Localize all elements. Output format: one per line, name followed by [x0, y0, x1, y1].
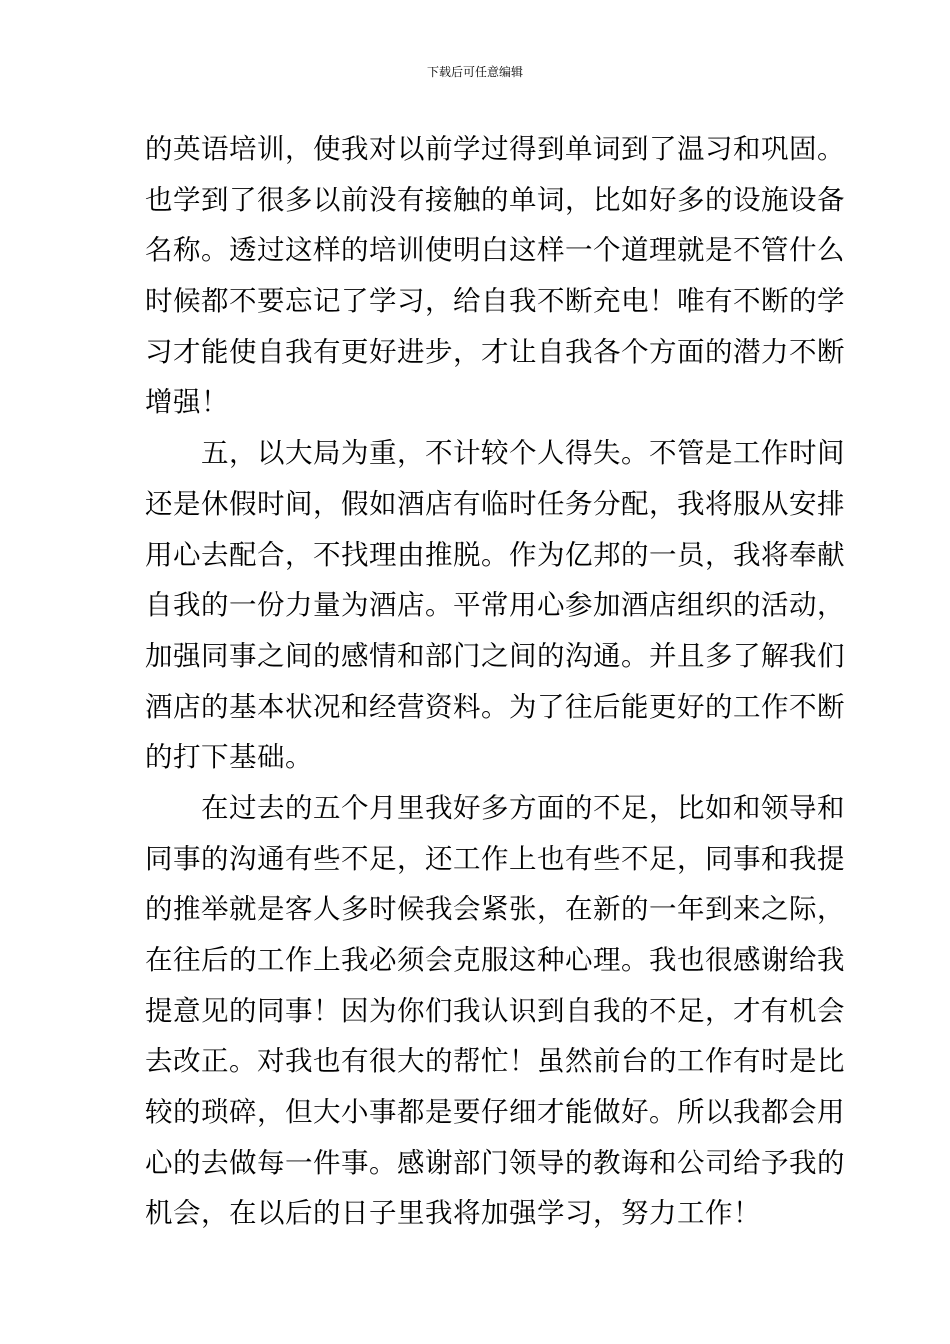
- text-line: 还是休假时间，假如酒店有临时任务分配，我将服从安排: [145, 487, 845, 520]
- text-line: 加强同事之间的感情和部门之间的沟通。并且多了解我们: [145, 639, 845, 672]
- text-line: 也学到了很多以前没有接触的单词，比如好多的设施设备: [145, 183, 845, 216]
- text-line: 提意见的同事！因为你们我认识到自我的不足，才有机会: [145, 994, 845, 1027]
- text-line: 用心去配合，不找理由推脱。作为亿邦的一员，我将奉献: [145, 538, 845, 571]
- text-line: 时候都不要忘记了学习，给自我不断充电！唯有不断的学: [145, 285, 845, 318]
- text-line: 的推举就是客人多时候我会紧张，在新的一年到来之际，: [145, 893, 845, 926]
- text-line: 名称。透过这样的培训使明白这样一个道理就是不管什么: [145, 234, 845, 267]
- text-line: 的英语培训，使我对以前学过得到单词到了温习和巩固。: [145, 133, 845, 165]
- text-line: 去改正。对我也有很大的帮忙！虽然前台的工作有时是比: [145, 1045, 845, 1078]
- text-line: 在往后的工作上我必须会克服这种心理。我也很感谢给我: [145, 944, 845, 976]
- page-header: 下载后可任意编辑: [426, 65, 523, 79]
- text-line: 酒店的基本状况和经营资料。为了往后能更好的工作不断: [145, 690, 845, 723]
- paragraph-first-line: 五，以大局为重，不计较个人得失。不管是工作时间: [201, 437, 845, 470]
- text-line: 同事的沟通有些不足，还工作上也有些不足，同事和我提: [145, 842, 845, 875]
- text-line: 的打下基础。: [145, 741, 313, 774]
- text-line: 习才能使自我有更好进步，才让自我各个方面的潜力不断: [145, 335, 845, 368]
- text-line: 自我的一份力量为酒店。平常用心参加酒店组织的活动，: [145, 589, 845, 622]
- text-line: 增强！: [145, 386, 229, 419]
- text-line: 心的去做每一件事。感谢部门领导的教诲和公司给予我的: [145, 1146, 845, 1179]
- text-line: 机会，在以后的日子里我将加强学习，努力工作！: [145, 1197, 761, 1230]
- paragraph-first-line: 在过去的五个月里我好多方面的不足，比如和领导和: [201, 791, 845, 824]
- document-body: [145, 124, 845, 1239]
- text-line: 较的琐碎，但大小事都是要仔细才能做好。所以我都会用: [145, 1096, 845, 1129]
